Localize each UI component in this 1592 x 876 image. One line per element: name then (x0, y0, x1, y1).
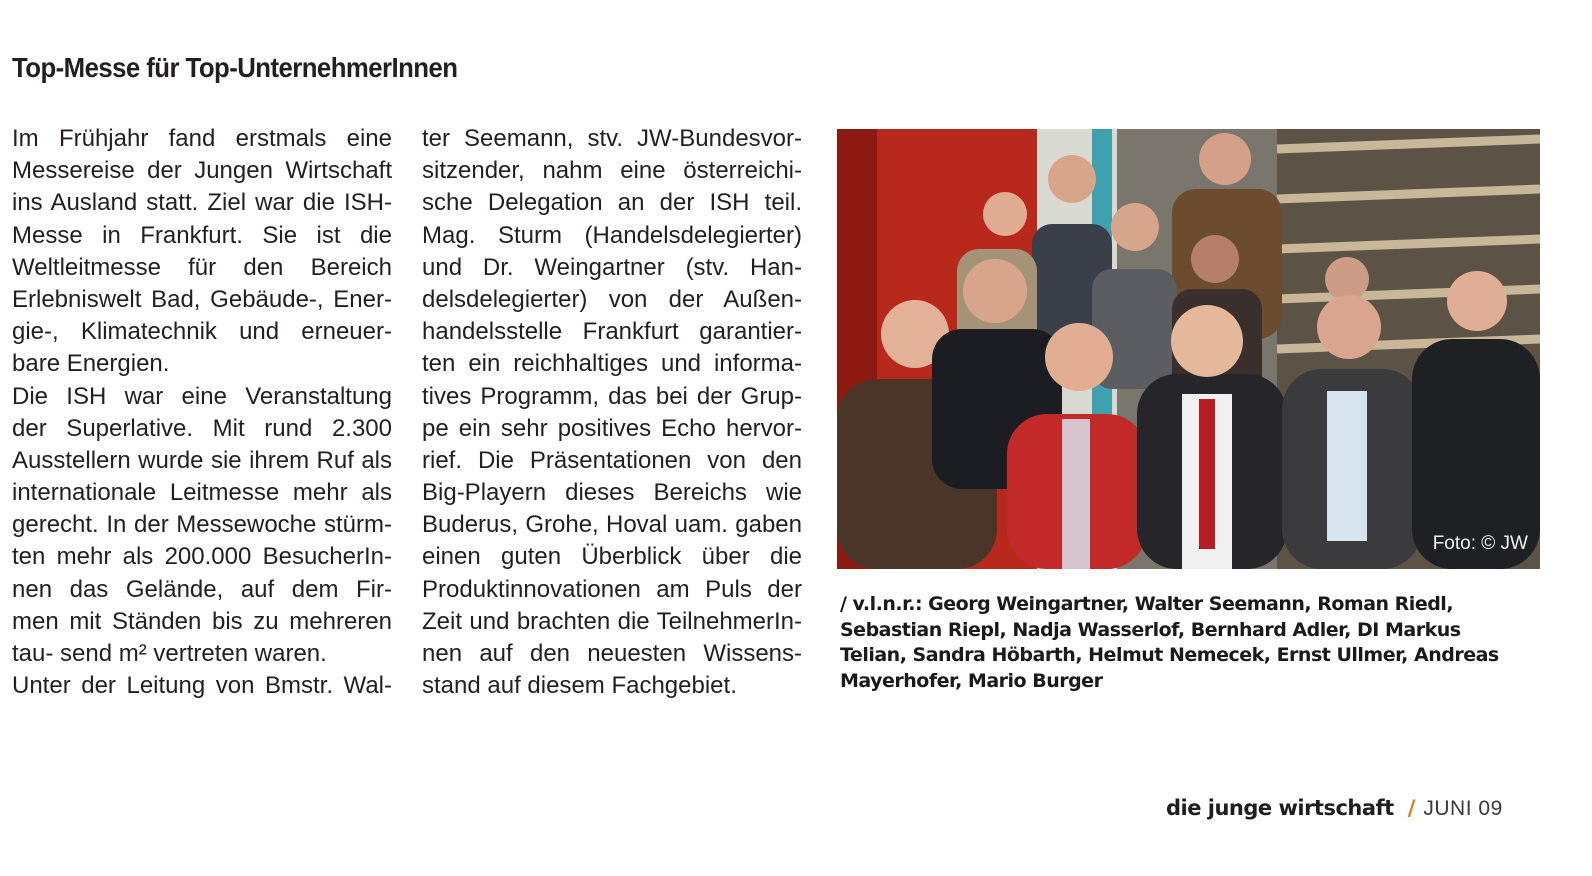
caption-line: / v.l.n.r.: Georg Weingartner, Walter Seemann, Roman Riedl, (840, 593, 1454, 615)
text-line: handelsstelle Frankfurt garantier- (422, 318, 802, 346)
text-line: Buderus, Grohe, Hoval uam. gaben (422, 511, 802, 539)
text-line: Messe in Frankfurt. Sie ist die (12, 221, 392, 249)
text-line: men mit Ständen bis zu mehreren (12, 607, 392, 635)
text-line: nen das Gelände, auf dem Fir- (12, 575, 392, 603)
photo-credit: Foto: © JW (1432, 533, 1528, 554)
text-line: sche Delegation an der ISH teil. (422, 189, 802, 217)
text-line: nen auf den neuesten Wissens- (422, 640, 802, 667)
article-column-1 (12, 123, 392, 702)
text-line: Ausstellern wurde sie ihrem Ruf als (12, 446, 392, 474)
caption-line: Telian, Sandra Höbarth, Helmut Nemecek, Ernst Ullmer, Andreas (840, 644, 1499, 666)
text-line: delsdelegierter) von der Außen- (422, 285, 802, 313)
magazine-title: die junge wirtschaft (1166, 796, 1394, 820)
text-line: Unter der Leitung von Bmstr. Wal- (12, 672, 392, 700)
article-headline: Top-Messe für Top-UnternehmerInnen (12, 52, 458, 83)
text-line: ten mehr als 200.000 BesucherIn- (12, 543, 392, 571)
page-footer (1166, 796, 1503, 821)
text-line: sitzender, nahm eine österreichi- (422, 157, 802, 185)
text-line: ten ein reichhaltiges und informa- (422, 350, 802, 378)
photo-caption (840, 592, 1530, 694)
issue-label: JUNI 09 (1423, 797, 1503, 820)
text-line: gie-, Klimatechnik und erneuer- (12, 318, 392, 346)
text-line: Mag. Sturm (Handelsdelegierter) (422, 221, 802, 249)
text-line: pe ein sehr positives Echo hervor- (422, 414, 802, 442)
text-line: internationale Leitmesse mehr als (12, 479, 392, 507)
group-photo (837, 129, 1540, 569)
text-line: ter Seemann, stv. JW-Bundesvor- (422, 125, 802, 152)
text-line: Erlebniswelt Bad, Gebäude-, Ener- (12, 285, 392, 313)
text-line: Zeit und brachten die TeilnehmerIn- (422, 607, 802, 635)
text-line: Big-Playern dieses Bereichs wie (422, 479, 802, 507)
text-line: und Dr. Weingartner (stv. Han- (422, 253, 802, 281)
text-line: Produktinnovationen am Puls der (422, 575, 802, 603)
text-line: Messereise der Jungen Wirtschaft (12, 157, 392, 185)
text-line: Im Frühjahr fand erstmals eine (12, 125, 392, 152)
text-line: Die ISH war eine Veranstaltung (12, 382, 392, 410)
text-line: bare Energien. (12, 350, 170, 378)
footer-separator: / (1407, 796, 1416, 820)
text-line: tives Programm, das bei der Grup- (422, 382, 802, 410)
caption-line: Sebastian Riepl, Nadja Wasserlof, Bernhard Adler, DI Markus (840, 618, 1461, 641)
text-line: gerecht. In der Messewoche stürm- (12, 511, 392, 539)
text-line: Weltleitmesse für den Bereich (12, 253, 392, 281)
text-line: stand auf diesem Fachgebiet. (422, 672, 737, 700)
article-column-2 (422, 123, 802, 702)
text-line: ins Ausland statt. Ziel war die ISH- (12, 189, 392, 217)
text-line: tau- send m² vertreten waren. (12, 640, 327, 667)
text-line: rief. Die Präsentationen von den (422, 446, 802, 474)
caption-line: Mayerhofer, Mario Burger (840, 669, 1103, 692)
text-line: der Superlative. Mit rund 2.300 (12, 414, 392, 442)
text-line: einen guten Überblick über die (422, 543, 802, 571)
